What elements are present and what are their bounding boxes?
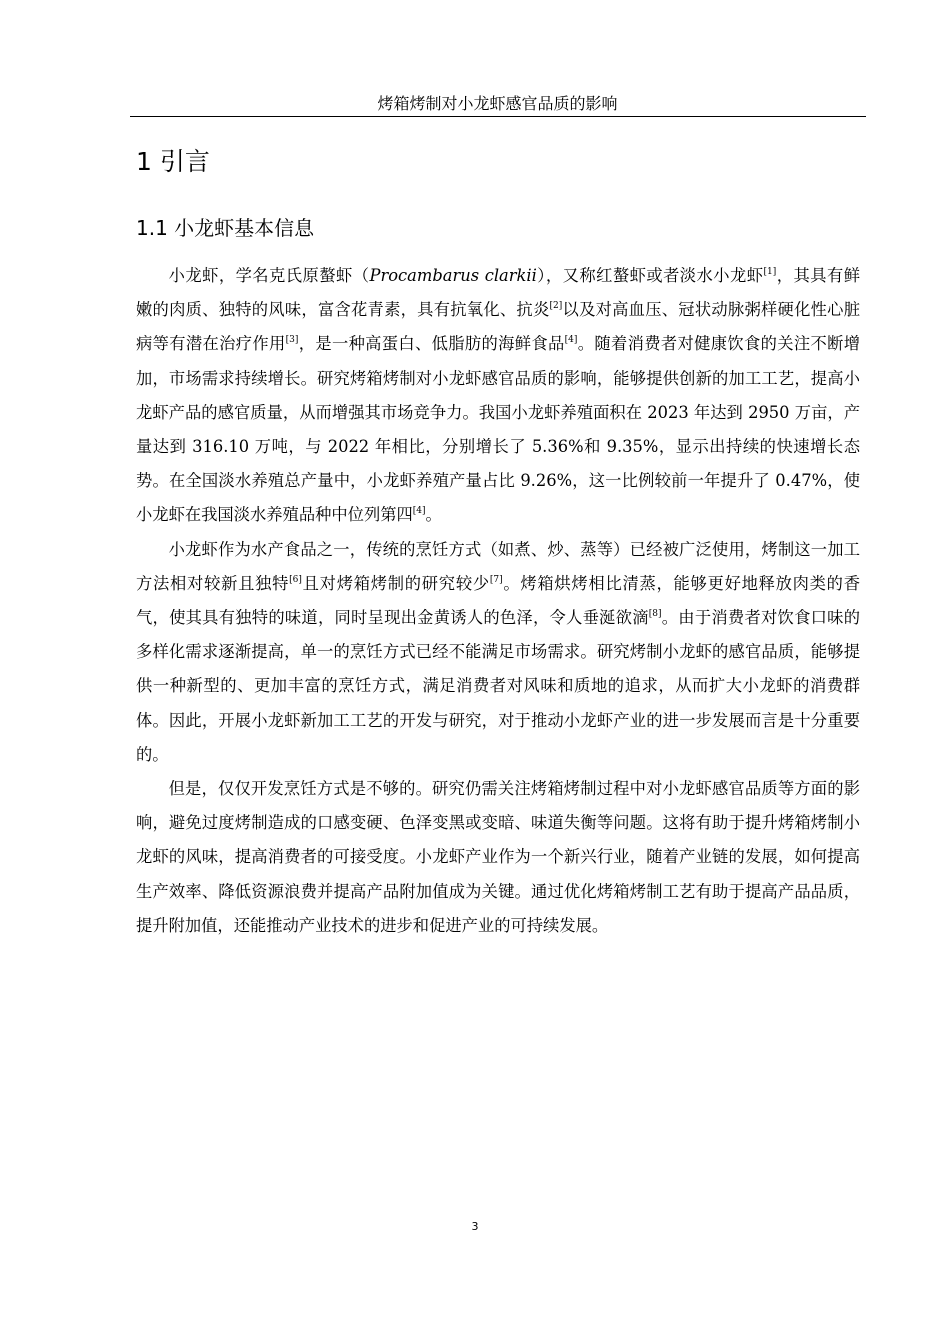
running-header: 烤箱烤制对小龙虾感官品质的影响 (377, 94, 618, 113)
citation: [3] (285, 335, 299, 346)
text-run: 。由于消费者对饮食口味的多样化需求逐渐提高，单一的烹饪方式已经不能满足市场需求。研究烤制小龙虾的感官品质，能够提供一种新型的、更加丰富的烹饪方式，满足消费者对风味和质地的追求，从而扩大小龙虾的消费群体。因此，开展小龙虾新加工工艺的开发与研究，对于推动小龙虾产业的进一步发展而言是十分重要的。 (136, 608, 860, 764)
text-run: 以及对高血压、冠状动脉粥样硬化性心脏病等有潜在治疗作用 (136, 300, 860, 354)
citation: [2] (549, 301, 563, 312)
section-heading: 1 引言 (136, 147, 210, 176)
page-number: 3 (471, 1220, 479, 1233)
citation: [1] (763, 267, 777, 277)
paragraph-2 (136, 533, 860, 772)
text-run: 小龙虾作为水产食品之一，传统的烹饪方式（如煮、炒、蒸等）已经被广泛使用，烤制这一加工方法相对较新且独特 (136, 539, 860, 593)
header-rule (130, 116, 866, 117)
paragraph-1 (136, 259, 860, 533)
citation: [4] (564, 335, 578, 346)
text-run: 。烤箱烘烤相比清蒸，能够更好地释放肉类的香气，使其具有独特的味道，同时呈现出金黄诱人的色泽，令人垂涎欲滴 (136, 573, 860, 628)
subsection-heading: 1.1 小龙虾基本信息 (136, 216, 315, 240)
citation: [6] (289, 574, 302, 585)
text-run: 小龙虾，学名克氏原螯虾（ (168, 266, 370, 285)
text-run: ，是一种高蛋白、低脂肪的海鲜食品 (298, 334, 565, 354)
citation: [7] (489, 574, 503, 585)
text-run: ），又称红螯虾或者淡水小龙虾 (536, 266, 764, 285)
text-run: 且对烤箱烤制的研究较少 (301, 573, 490, 593)
citation: [4] (412, 506, 426, 517)
body-text (136, 259, 860, 943)
citation: [8] (648, 609, 662, 620)
text-run: 。 (425, 505, 442, 525)
text-run: 。随着消费者对健康饮食的关注不断增加，市场需求持续增长。研究烤箱烤制对小龙虾感官品质的影响，能够提供创新的加工工艺，提高小龙虾产品的感官质量，从而增强其市场竞争力。我国小龙虾养殖面积在 2023 年达到 2950 万亩，产量达到 316.10 万吨，与 2022 年相比，分别增长了 5.36%和 9.35%，显示出持续的快速增长态势。在全国淡水养殖总产量中，小龙虾养殖产量占比 9.26%，这一比例较前一年提升了 0.47%，使小龙虾在我国淡水养殖品种中位列第四 (136, 334, 860, 525)
species-name: Procambarus clarkii (369, 266, 537, 285)
paragraph-3: 但是，仅仅开发烹饪方式是不够的。研究仍需关注烤箱烤制过程中对小龙虾感官品质等方面的影响，避免过度烤制造成的口感变硬、色泽变黑或变暗、味道失衡等问题。这将有助于提升烤箱烤制小龙虾的风味，提高消费者的可接受度。小龙虾产业作为一个新兴行业，随着产业链的发展，如何提高生产效率、降低资源浪费并提高产品附加值成为关键。通过优化烤箱烤制工艺有助于提高产品品质，提升附加值，还能推动产业技术的进步和促进产业的可持续发展。 (136, 779, 860, 935)
text-run: ，其具有鲜嫩的肉质、独特的风味，富含花青素，具有抗氧化、抗炎 (136, 266, 860, 320)
